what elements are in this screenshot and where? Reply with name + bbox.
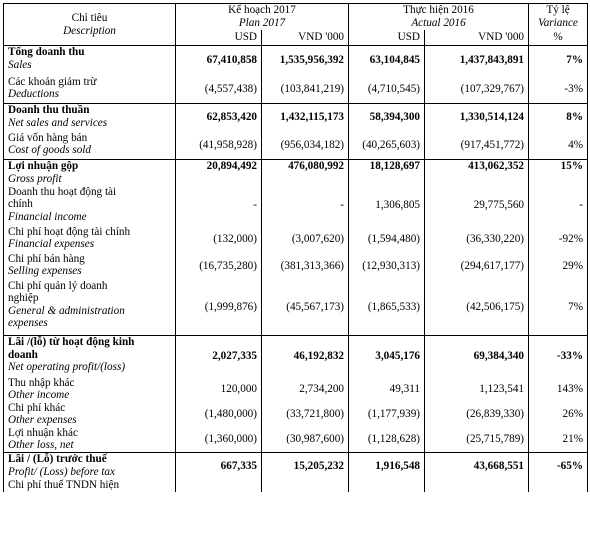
actual-usd: 18,128,697 [349,160,425,186]
actual-usd: 1,306,805 [349,186,425,226]
actual-usd: (40,265,603) [349,132,425,160]
plan-vnd: (3,007,620) [262,226,349,253]
plan-usd: (1,480,000) [176,402,262,427]
row-label: Tổng doanh thu Sales [4,46,176,76]
variance: 21% [529,427,588,453]
plan-vnd: - [262,186,349,226]
actual-vnd: 1,437,843,891 [425,46,529,76]
variance: 7% [529,46,588,76]
row-label: Lợi nhuận gộp Gross profit [4,160,176,186]
table-row [4,280,588,336]
actual-vnd: (42,506,175) [425,280,529,336]
actual-usd: (1,594,480) [349,226,425,253]
row-label: Lợi nhuận khác Other loss, net [4,427,176,453]
table-row [4,132,588,160]
actual-usd: (1,177,939) [349,402,425,427]
table-row [4,76,588,104]
variance: - [529,186,588,226]
header-actual-en: Actual 2016 [411,16,466,29]
header-chi-tieu: Chỉ tiêu [71,11,108,24]
plan-vnd: (30,987,600) [262,427,349,453]
variance: 143% [529,377,588,402]
plan-vnd: 2,734,200 [262,377,349,402]
variance: -33% [529,336,588,377]
variance: -92% [529,226,588,253]
actual-usd: (4,710,545) [349,76,425,104]
plan-usd: (4,557,438) [176,76,262,104]
header-variance-en: Variance [538,16,578,29]
header-description-en: Description [63,24,116,37]
row-label: Giá vốn hàng bán Cost of goods sold [4,132,176,160]
header-actual-2016 [349,4,529,30]
table-row [4,453,588,479]
row-label: Doanh thu hoạt động tài chính Financial income [4,186,176,226]
plan-usd: 667,335 [176,453,262,479]
plan-usd: (41,958,928) [176,132,262,160]
plan-usd: (16,735,280) [176,253,262,280]
header-plan-vnd: VND '000 [262,30,349,46]
plan-usd: 120,000 [176,377,262,402]
table-row [4,104,588,132]
table-row [4,402,588,427]
header-variance-vi: Tỷ lệ [546,4,570,17]
header-description [4,4,176,46]
row-label: Chi phí khác Other expenses [4,402,176,427]
actual-vnd: 43,668,551 [425,453,529,479]
actual-vnd: (107,329,767) [425,76,529,104]
actual-usd: 3,045,176 [349,336,425,377]
variance: 7% [529,280,588,336]
variance: -65% [529,453,588,479]
actual-usd: 49,311 [349,377,425,402]
actual-usd: 1,916,548 [349,453,425,479]
actual-vnd: 1,123,541 [425,377,529,402]
table-row [4,186,588,226]
plan-usd [176,479,262,492]
plan-vnd: 1,432,115,173 [262,104,349,132]
plan-usd: (1,360,000) [176,427,262,453]
plan-usd: - [176,186,262,226]
actual-vnd: 29,775,560 [425,186,529,226]
table-row [4,427,588,453]
plan-vnd: 476,080,992 [262,160,349,186]
header-plan-vi: Kế hoạch 2017 [228,4,296,17]
actual-usd: (12,930,313) [349,253,425,280]
plan-vnd: (956,034,182) [262,132,349,160]
table-row [4,226,588,253]
row-label: Doanh thu thuần Net sales and services [4,104,176,132]
plan-usd: (1,999,876) [176,280,262,336]
table-row [4,336,588,377]
plan-vnd: (45,567,173) [262,280,349,336]
actual-vnd: 413,062,352 [425,160,529,186]
actual-usd: (1,128,628) [349,427,425,453]
variance: -3% [529,76,588,104]
header-actual-vnd: VND '000 [425,30,529,46]
actual-vnd: (36,330,220) [425,226,529,253]
table-row [4,160,588,186]
row-label: Các khoản giảm trừ Deductions [4,76,176,104]
plan-usd: 2,027,335 [176,336,262,377]
plan-usd: (132,000) [176,226,262,253]
table-row [4,479,588,492]
variance: 26% [529,402,588,427]
row-label: Thu nhập khác Other income [4,377,176,402]
actual-vnd: (25,715,789) [425,427,529,453]
row-label: Lãi / (Lỗ) trước thuế Profit/ (Loss) before tax [4,453,176,479]
variance: 4% [529,132,588,160]
plan-vnd: (33,721,800) [262,402,349,427]
header-variance [529,4,588,30]
actual-vnd: (917,451,772) [425,132,529,160]
plan-vnd [262,479,349,492]
header-plan-usd: USD [176,30,262,46]
header-plan-2017 [176,4,349,30]
table-row [4,253,588,280]
variance [529,479,588,492]
actual-vnd [425,479,529,492]
plan-vnd: 46,192,832 [262,336,349,377]
variance: 29% [529,253,588,280]
financial-table [3,3,588,492]
plan-vnd: (381,313,366) [262,253,349,280]
actual-vnd: 69,384,340 [425,336,529,377]
plan-usd: 20,894,492 [176,160,262,186]
table-row [4,46,588,76]
header-pct: % [529,30,588,46]
header-actual-vi: Thực hiện 2016 [403,4,474,17]
row-label: Lãi /(lỗ) từ hoạt động kinh doanh Net operating profit/(loss) [4,336,176,377]
actual-vnd: (26,839,330) [425,402,529,427]
plan-vnd: 15,205,232 [262,453,349,479]
actual-usd [349,479,425,492]
row-label: Chi phí hoạt động tài chính Financial expenses [4,226,176,253]
variance: 15% [529,160,588,186]
header-actual-usd: USD [349,30,425,46]
plan-vnd: 1,535,956,392 [262,46,349,76]
actual-usd: (1,865,533) [349,280,425,336]
variance: 8% [529,104,588,132]
actual-vnd: 1,330,514,124 [425,104,529,132]
plan-usd: 62,853,420 [176,104,262,132]
plan-vnd: (103,841,219) [262,76,349,104]
row-label: Chi phí bán hàng Selling expenses [4,253,176,280]
actual-usd: 63,104,845 [349,46,425,76]
row-label: Chi phí thuế TNDN hiện [4,479,176,492]
table-row [4,377,588,402]
actual-usd: 58,394,300 [349,104,425,132]
header-plan-en: Plan 2017 [238,16,286,29]
actual-vnd: (294,617,177) [425,253,529,280]
plan-usd: 67,410,858 [176,46,262,76]
row-label: Chi phí quản lý doanh nghiệp General & administration expenses [4,280,176,336]
